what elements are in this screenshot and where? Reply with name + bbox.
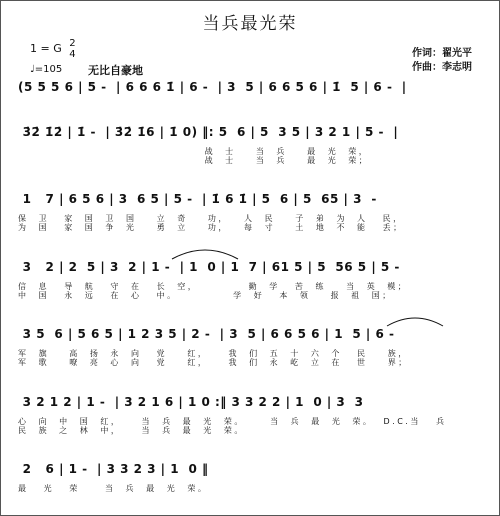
notation-line: 3 2 1 2 | 1 - | 3 2 1 6 | 1 0 :‖ 3 3 2 2 | 1 0 | 3 3 (18, 395, 369, 409)
lyric-verse-1: 军 旗 高 扬 永 向 党 红， 我 们 五 十 六 个 民 族， (18, 349, 409, 358)
score-system-7 (18, 462, 488, 502)
lyric-verse-2: 战 士 当 兵 最 光 荣； (18, 156, 370, 165)
notation-line: 1 7 | 6 5 6 | 3 6 5 | 5 - | 1̇ 6 1̇ | 5 6 | 5 65 | 3 - (18, 192, 382, 206)
tempo-mark: ♩=105 (30, 64, 63, 75)
key-label: 1 = G (30, 42, 62, 55)
time-bottom: 4 (69, 49, 76, 60)
slur-mark (170, 245, 240, 261)
expression-mark: 无比自豪地 (88, 64, 143, 77)
song-title: 当兵最光荣 (202, 14, 298, 34)
time-signature (69, 38, 75, 60)
composer-credit: 作曲：李志明 (412, 62, 472, 73)
slur-mark (385, 312, 445, 328)
score-system-6 (18, 395, 488, 440)
key-signature (30, 38, 76, 60)
score-system-5 (18, 327, 488, 372)
lyric-verse-1: 心 向 中 国 红， 当 兵 最 光 荣。 当 兵 最 光 荣。 D.C.当 兵 (18, 417, 447, 426)
lyric-verse-1: 信 息 导 航 守 在 长 空， 勤 学 苦 练 当 英 模； (18, 282, 409, 291)
notation-line: 3 2 | 2 5 | 3 2 | 1 - | 1 0 | 1 7 | 61 5 | 5 56 5 | 5 - (18, 260, 405, 274)
lyricist-credit: 作词：翟光平 (412, 48, 472, 59)
lyric-verse-2: 中 国 永 远 在 心 中。 学 好 本 领 报 祖 国； (18, 291, 393, 300)
notation-line: (5 5 5 6 | 5 - | 6 6 6 1̇ | 6 - | 3 5 | 6 6 5 6 | 1̇ 5 | 6 - | (18, 80, 407, 94)
score-system-3 (18, 192, 488, 237)
lyric-verse-1: 保 卫 家 国 卫 国 立 奇 功， 人 民 子 弟 为 人 民， (18, 214, 404, 223)
score-system-2 (18, 125, 488, 170)
lyric-verse-2: 民 族 之 林 中， 当 兵 最 光 荣。 (18, 426, 245, 435)
score-system-4 (18, 260, 488, 305)
score-system-1 (18, 80, 488, 120)
lyric-verse-2: 为 国 家 国 争 光 勇 立 功， 每 寸 土 地 不 能 丢； (18, 223, 404, 232)
time-top: 2 (69, 38, 76, 49)
lyric-verse-2: 军 歌 嘹 亮 心 向 党 红， 我 们 永 屹 立 在 世 界； (18, 358, 409, 367)
lyric-verse-1: 最 光 荣 当 兵 最 光 荣。 (18, 484, 209, 493)
notation-line: 3̇2̇ 1̇2̇ | 1̇ - | 3̇2̇ 1̇6 | 1̇ 0) ‖: 5 6 | 5 3 5 | 3 2 1 | 5 - | (18, 125, 399, 139)
notation-line: 2 6 | 1 - | 3 3 2 3 | 1 0 ‖ (18, 462, 209, 476)
lyric-verse-1: 战 士 当 兵 最 光 荣， (18, 147, 370, 156)
notation-line: 3 5 6 | 5 6 5 | 1 2 3 5 | 2 - | 3 5 | 6 6 5 6 | 1 5 | 6 - (18, 327, 400, 341)
